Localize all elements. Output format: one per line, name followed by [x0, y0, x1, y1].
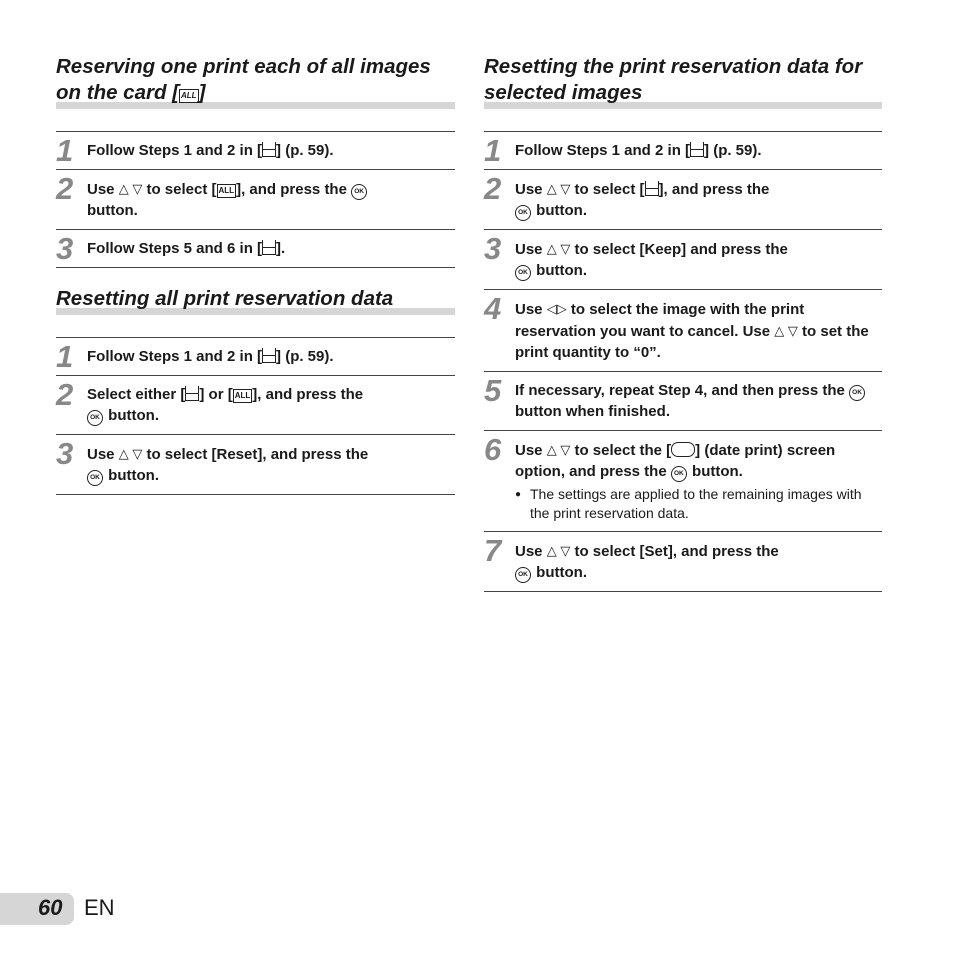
step-number: 4 [484, 291, 502, 326]
step-text: ], and press the [658, 181, 770, 198]
section-title-end: ] [198, 81, 206, 104]
step-text: to select [ [146, 181, 217, 198]
steps-reset-all [56, 337, 455, 495]
step-text: ], and press the [236, 181, 347, 198]
step-number: 2 [484, 171, 502, 206]
step-number: 1 [484, 133, 502, 168]
step-number: 7 [484, 533, 502, 568]
step-1 [56, 132, 455, 170]
section-title-reserve-all [56, 54, 455, 107]
print-all-icon: ALL [217, 184, 237, 198]
step-text: Use [515, 241, 543, 258]
step-text: Use [87, 446, 115, 463]
step-text: ] or [ [199, 386, 233, 403]
step-text: button. [87, 202, 138, 219]
print-all-icon: ALL [179, 89, 199, 103]
up-down-arrows-icon: △ ▽ [118, 181, 143, 196]
ok-button-icon: OK [515, 265, 531, 281]
step-text: button. [536, 262, 587, 279]
step-text: Follow Steps 1 and 2 in [ [87, 142, 263, 159]
step-number: 3 [56, 436, 74, 471]
step-text: ]. [276, 240, 286, 257]
step-text: ] (p. 59). [276, 142, 334, 159]
steps-reset-selected [484, 131, 882, 592]
step-text: If necessary, repeat Step 4, and then press the [515, 382, 845, 399]
up-down-arrows-icon: △ ▽ [546, 442, 571, 457]
date-print-icon [671, 442, 695, 457]
section-title-text: Resetting the print reservation data for selected images [484, 55, 863, 104]
step-text: to select [Set], and press the [574, 543, 779, 560]
up-down-arrows-icon: △ ▽ [546, 241, 571, 256]
section-title-text: Reserving one print each of all images on the card [ [56, 55, 431, 104]
step-7 [484, 532, 882, 592]
ok-button-icon: OK [351, 184, 367, 200]
steps-reserve-all [56, 131, 455, 268]
section-title-reset-selected [484, 54, 882, 107]
print-icon [645, 181, 659, 196]
ok-button-icon: OK [87, 470, 103, 486]
step-text: ], and press the [252, 386, 364, 403]
up-down-arrows-icon: △ ▽ [546, 543, 571, 558]
print-all-icon: ALL [233, 389, 253, 403]
step-text: button when finished. [515, 403, 670, 420]
section-title-reset-all [56, 286, 455, 313]
step-text: Use [87, 181, 115, 198]
step-note: ● The settings are applied to the remaining images with the print reservation data. [515, 485, 882, 523]
page-number: 60 [38, 895, 63, 920]
step-text: to set the print quantity to “0”. [515, 323, 869, 361]
right-column [484, 54, 882, 592]
ok-button-icon: OK [515, 567, 531, 583]
left-column [56, 54, 455, 495]
step-text: Use [515, 301, 543, 318]
step-number: 1 [56, 339, 74, 374]
print-icon [262, 240, 276, 255]
step-number: 5 [484, 373, 502, 408]
print-icon [262, 142, 276, 157]
page-number-tab [0, 893, 74, 925]
step-text: Use [515, 181, 543, 198]
language-label: EN [84, 895, 115, 920]
left-right-arrows-icon: ◁▷ [546, 301, 567, 316]
step-2 [484, 170, 882, 230]
step-3 [56, 230, 455, 268]
step-text: ] (p. 59). [276, 348, 334, 365]
ok-button-icon: OK [87, 410, 103, 426]
step-text: Select either [ [87, 386, 186, 403]
step-number: 2 [56, 171, 74, 206]
step-text: button. [108, 467, 159, 484]
print-icon [262, 348, 276, 363]
step-number: 6 [484, 432, 502, 467]
step-text: button. [536, 202, 587, 219]
step-text: to select [Keep] and press the [574, 241, 788, 258]
step-text: button. [536, 564, 587, 581]
step-text: ] (date print) screen option, and press the [515, 442, 836, 480]
step-3 [56, 435, 455, 495]
section-title-text: Resetting all print reservation data [56, 287, 394, 310]
step-2 [56, 376, 455, 435]
ok-button-icon: OK [515, 205, 531, 221]
up-down-arrows-icon: △ ▽ [118, 446, 143, 461]
step-5 [484, 372, 882, 431]
page-footer [0, 893, 120, 925]
ok-button-icon: OK [849, 385, 865, 401]
step-6 [484, 431, 882, 532]
step-text: to select the image with the print reservation you want to cancel. Use [515, 301, 805, 340]
step-text: button. [692, 463, 743, 480]
step-2 [56, 170, 455, 230]
step-4 [484, 290, 882, 372]
step-number: 3 [484, 231, 502, 266]
step-text: to select [Reset], and press the [146, 446, 369, 463]
print-icon [690, 142, 704, 157]
step-1 [484, 132, 882, 170]
step-text: Follow Steps 5 and 6 in [ [87, 240, 263, 257]
step-text: to select the [ [574, 442, 672, 459]
step-text: button. [108, 407, 159, 424]
print-icon [185, 386, 199, 401]
step-text: Follow Steps 1 and 2 in [ [515, 142, 691, 159]
step-text: Use [515, 543, 543, 560]
ok-button-icon: OK [671, 466, 687, 482]
step-1 [56, 338, 455, 376]
step-text: to select [ [574, 181, 645, 198]
step-text: Use [515, 442, 543, 459]
step-text: ] (p. 59). [704, 142, 762, 159]
step-text: Follow Steps 1 and 2 in [ [87, 348, 263, 365]
up-down-arrows-icon: △ ▽ [546, 181, 571, 196]
step-number: 3 [56, 231, 74, 266]
step-number: 2 [56, 377, 74, 412]
step-number: 1 [56, 133, 74, 168]
step-3 [484, 230, 882, 290]
up-down-arrows-icon: △ ▽ [774, 323, 798, 338]
